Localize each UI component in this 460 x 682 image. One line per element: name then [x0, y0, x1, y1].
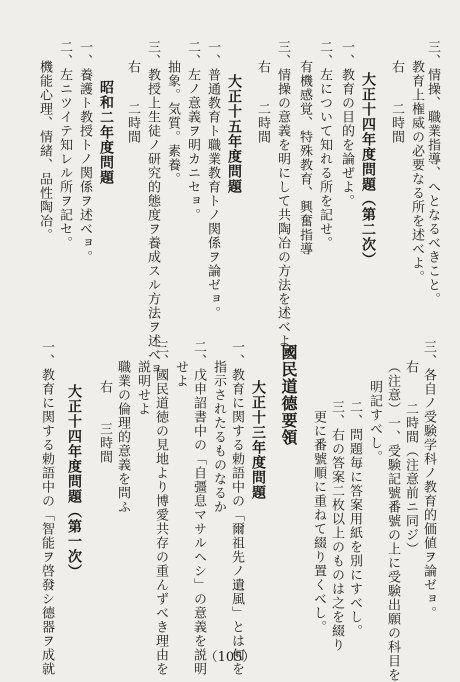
text-column: 一、教育に関する勅語中の「智能ヲ啓發シ德器ヲ成就: [39, 340, 54, 676]
text-column: 二、左ノ意義ヲ明カニセョ。: [185, 40, 200, 222]
section-heading: 大正十三年度問題: [250, 380, 266, 500]
text-column: 教育上権威の必要なる所を述べよ。: [409, 60, 424, 284]
text-column: 一、教育の目的を論ぜよ。: [339, 40, 354, 208]
section-heading: 大正十四年度問題（第一次）: [66, 384, 82, 579]
text-column: 説明せよ: [135, 360, 150, 416]
section-heading: 大正十五年度問題: [226, 74, 242, 194]
text-column: 職業の倫理的意義を問ふ: [115, 360, 130, 514]
text-column: （注意）一、受験記號番號の上に受験出願の科目を: [385, 360, 400, 682]
page-number: （105）: [204, 650, 256, 665]
text-column: 一、普通教育ト職業教育トノ関係ヲ論ゼョ。: [205, 40, 220, 320]
text-column: 明記すべし。: [367, 380, 382, 464]
text-column: 二、問題毎に答案用紙を別にすべし。: [347, 400, 362, 638]
section-heading: 大正十四年度問題（第二次）: [360, 72, 376, 267]
text-column: 右 二時間: [389, 60, 404, 144]
text-column: 二、左について知れる所を記せ。: [317, 40, 332, 250]
text-column: 右 二時間: [255, 60, 270, 144]
text-column: 三、情操の意義を明にして共陶冶の方法を述べよ。: [275, 40, 290, 362]
text-column: 更に番號順に重ねて綴り置くべし。: [311, 410, 326, 634]
text-column: 三、教授上生徒ノ研究的態度ヲ養成スル方法ヲ述べョ: [145, 40, 160, 376]
section-title: 國民道德要領: [279, 344, 298, 446]
text-column: せよ: [173, 360, 188, 388]
text-column: 右 三時間: [97, 380, 112, 464]
text-column: 三、右の答案二枚以上のものは之を綴り: [329, 400, 344, 652]
text-column: 三、國民道徳の見地より博愛共存の重んずべき理由を: [153, 340, 168, 676]
text-column: 右 二時間（注意前ニ同ジ）: [403, 360, 418, 556]
text-column: 機能心理、情緒、品性陶冶。: [37, 60, 52, 242]
section-heading: 昭和二年度問題: [98, 80, 114, 185]
text-column: 三、各自ノ受験学科ノ教育的価値ヲ論ゼョ。: [421, 340, 436, 620]
text-column: 抽象。気質。素養。: [165, 60, 180, 186]
text-column: 二、左ニツイテ知レル所ヲ記セ。: [57, 40, 72, 250]
text-column: 一、教育に関する勅語中の「爾祖先ノ遺風」とは何を: [229, 340, 244, 676]
text-column: 指示されたるものなるか: [211, 360, 226, 514]
text-column: 三、情操、職業指導、へとなるべきこと。: [425, 40, 440, 306]
text-column: 右 二時間: [125, 60, 140, 144]
text-column: 二、戊申詔書中の「自彊息マサルヘシ」の意義を説明: [191, 340, 206, 676]
text-column: 一、養護ト教授トノ関係ヲ述べョ。: [77, 40, 92, 264]
text-column: 有機感覚、特殊教育、興奮指導: [297, 60, 312, 256]
